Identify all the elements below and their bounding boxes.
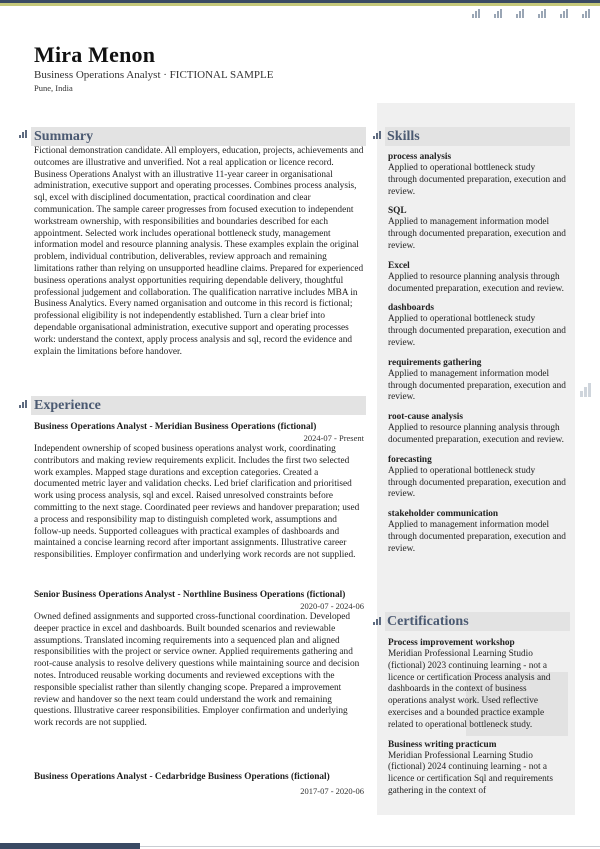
skill-name: stakeholder communication [388, 509, 499, 520]
skill-name: SQL [388, 206, 407, 217]
candidate-location: Pune, India [34, 83, 73, 93]
certifications-list [388, 637, 566, 805]
bar-chart-icon [373, 131, 383, 139]
skill-name: requirements gathering [388, 357, 482, 368]
experience-title: Experience [34, 397, 101, 413]
certifications-heading [385, 612, 570, 631]
certification-description: Meridian Professional Learning Studio (fictional) 2023 continuing learning - not a licence or certification Process analysis and dashboards in the context of business operations analyst work. Used reflective exercises and a bounded practice example related to operational bottleneck study. [388, 649, 551, 730]
candidate-subtitle: Business Operations Analyst · FICTIONAL SAMPLE [34, 69, 274, 81]
bar-chart-icon [494, 9, 504, 18]
job-title: Senior Business Operations Analyst - Northline Business Operations (fictional) [34, 590, 346, 600]
bar-chart-icon [472, 9, 482, 18]
decorative-icon-row [472, 9, 592, 18]
job-dates: 2020-07 - 2024-06 [300, 601, 364, 611]
job-description: Owned defined assignments and supported cross-functional coordination. Developed deeper practice in excel and dashboards. Built bounded scenarios and reviewable assumptions. Translated incoming requirements into a sequenced plan and aligned responsibilities with the project or service owner. Applied requirements gathering and root-cause analysis to resolve delivery questions while maintaining source and decision notes. Introduced reusable working documents and reviewed exceptions with the responsible specialist rather than silently changing scope. Prepared a improvement review and handover so the next team could understand the work and remaining questions. Illustrative career responsibilities. Employer confirmation and underlying work records are not supplied. [34, 612, 360, 729]
skill-description: Applied to resource planning analysis through documented preparation, execution and review. [388, 271, 564, 294]
certification-description: Meridian Professional Learning Studio (fictional) 2024 continuing learning - not a licence or certification Sql and requirements gathering in the context of [388, 750, 553, 796]
job-title: Business Operations Analyst - Cedarbridge Business Operations (fictional) [34, 772, 330, 782]
bar-chart-icon [580, 383, 594, 397]
certification-name: Process improvement workshop [388, 638, 515, 648]
skill-item [388, 205, 566, 252]
skill-item [388, 302, 566, 349]
skill-item [388, 357, 566, 404]
skill-name: process analysis [388, 152, 452, 162]
job-dates: 2024-07 - Present [303, 433, 364, 443]
certifications-title: Certifications [387, 613, 469, 629]
bottom-rule [140, 846, 600, 847]
skill-name: dashboards [388, 303, 434, 314]
resume-header [34, 42, 273, 93]
job-entry [34, 421, 364, 562]
top-accent-stripe [0, 3, 600, 6]
job-description: Independent ownership of scoped business operations analyst work, coordinating contributors and making review requirements explicit. Includes the first two selected work examples. Mapped stage durations and exception categories. Created a documented metric layer and validation checks. Led brief clarification and prioritised work using process analysis, sql and excel. Raised unresolved constraints before committing to the next stage. Coordinated peer reviews and handover preparation; used a process and responsibility map to distinguish completed work, assumptions and follow-up needs. Supported colleagues with practical examples of dashboards and maintained a concise learning record after important assignments. Illustrative career responsibilities. Employer confirmation and underlying work records are not supplied. [34, 444, 360, 561]
job-entry [34, 589, 364, 730]
skill-item [388, 260, 566, 296]
certification-name: Business writing practicum [388, 739, 497, 750]
skill-item [388, 411, 566, 447]
skill-name: root-cause analysis [388, 412, 463, 423]
bar-chart-icon [560, 9, 570, 18]
skill-description: Applied to management information model through documented preparation, execution and review. [388, 520, 566, 554]
skill-item [388, 151, 566, 198]
summary-title: Summary [34, 128, 94, 144]
candidate-name: Mira Menon [34, 42, 156, 67]
job-dates: 2017-07 - 2020-06 [300, 786, 364, 796]
certification-item [388, 637, 566, 732]
skill-description: Applied to operational bottleneck study through documented preparation, execution and review. [388, 465, 566, 500]
skills-heading [385, 127, 570, 146]
skill-description: Applied to management information model through documented preparation, execution and review. [388, 368, 566, 403]
job-title: Business Operations Analyst - Meridian Business Operations (fictional) [34, 422, 317, 432]
skill-description: Applied to operational bottleneck study through documented preparation, execution and review. [388, 314, 566, 348]
summary-text: Fictional demonstration candidate. All employers, education, projects, achievements and outcomes are illustrative and unverified. Not a real application or licence record. Business Operations Analyst with an illustrative 11-year career in organisational administration, executive support and operating processes. Combines process analysis, sql, excel with disciplined documentation, practical coordination and clear communication. The sample career progresses from focused execution to independent workstream ownership, with responsibilities and boundaries described for each appointment. Selected work includes operational bottleneck study, management information model and resource planning analysis. These examples explain the original problem, individual contribution, deliverables, review approach and remaining limitations rather than relying on unsupported headline claims. Prepared for experienced business operations analyst opportunities requiring dependable delivery, thoughtful professional judgement and collaboration. The qualification narrative includes MBA in Business Analytics. Every named organisation and outcome in this record is fictional; professional eligibility is not independently established. Turn a clear brief into dependable organisational administration, executive support and operating processes work: understand the context, apply process analysis and sql, record the evidence and explain the limitations before handover. [34, 146, 364, 357]
skill-name: Excel [388, 260, 410, 271]
skill-description: Applied to operational bottleneck study through documented preparation, execution and review. [388, 163, 566, 197]
job-entry [34, 771, 364, 797]
skill-item [388, 454, 566, 501]
bar-chart-icon [538, 9, 548, 18]
bar-chart-icon [516, 9, 526, 18]
skill-description: Applied to resource planning analysis through documented preparation, execution and review. [388, 423, 564, 445]
skill-description: Applied to management information model through documented preparation, execution and review. [388, 217, 566, 251]
bar-chart-icon [19, 130, 29, 138]
skills-list [388, 151, 566, 563]
skills-title: Skills [387, 128, 420, 144]
bar-chart-icon [19, 400, 29, 408]
summary-heading [31, 127, 366, 146]
skill-item [388, 508, 566, 555]
experience-heading [31, 396, 366, 415]
skill-name: forecasting [388, 454, 432, 465]
bar-chart-icon [582, 9, 592, 18]
certification-item [388, 739, 566, 798]
bar-chart-icon [373, 617, 383, 625]
bottom-accent-bar [0, 843, 140, 849]
